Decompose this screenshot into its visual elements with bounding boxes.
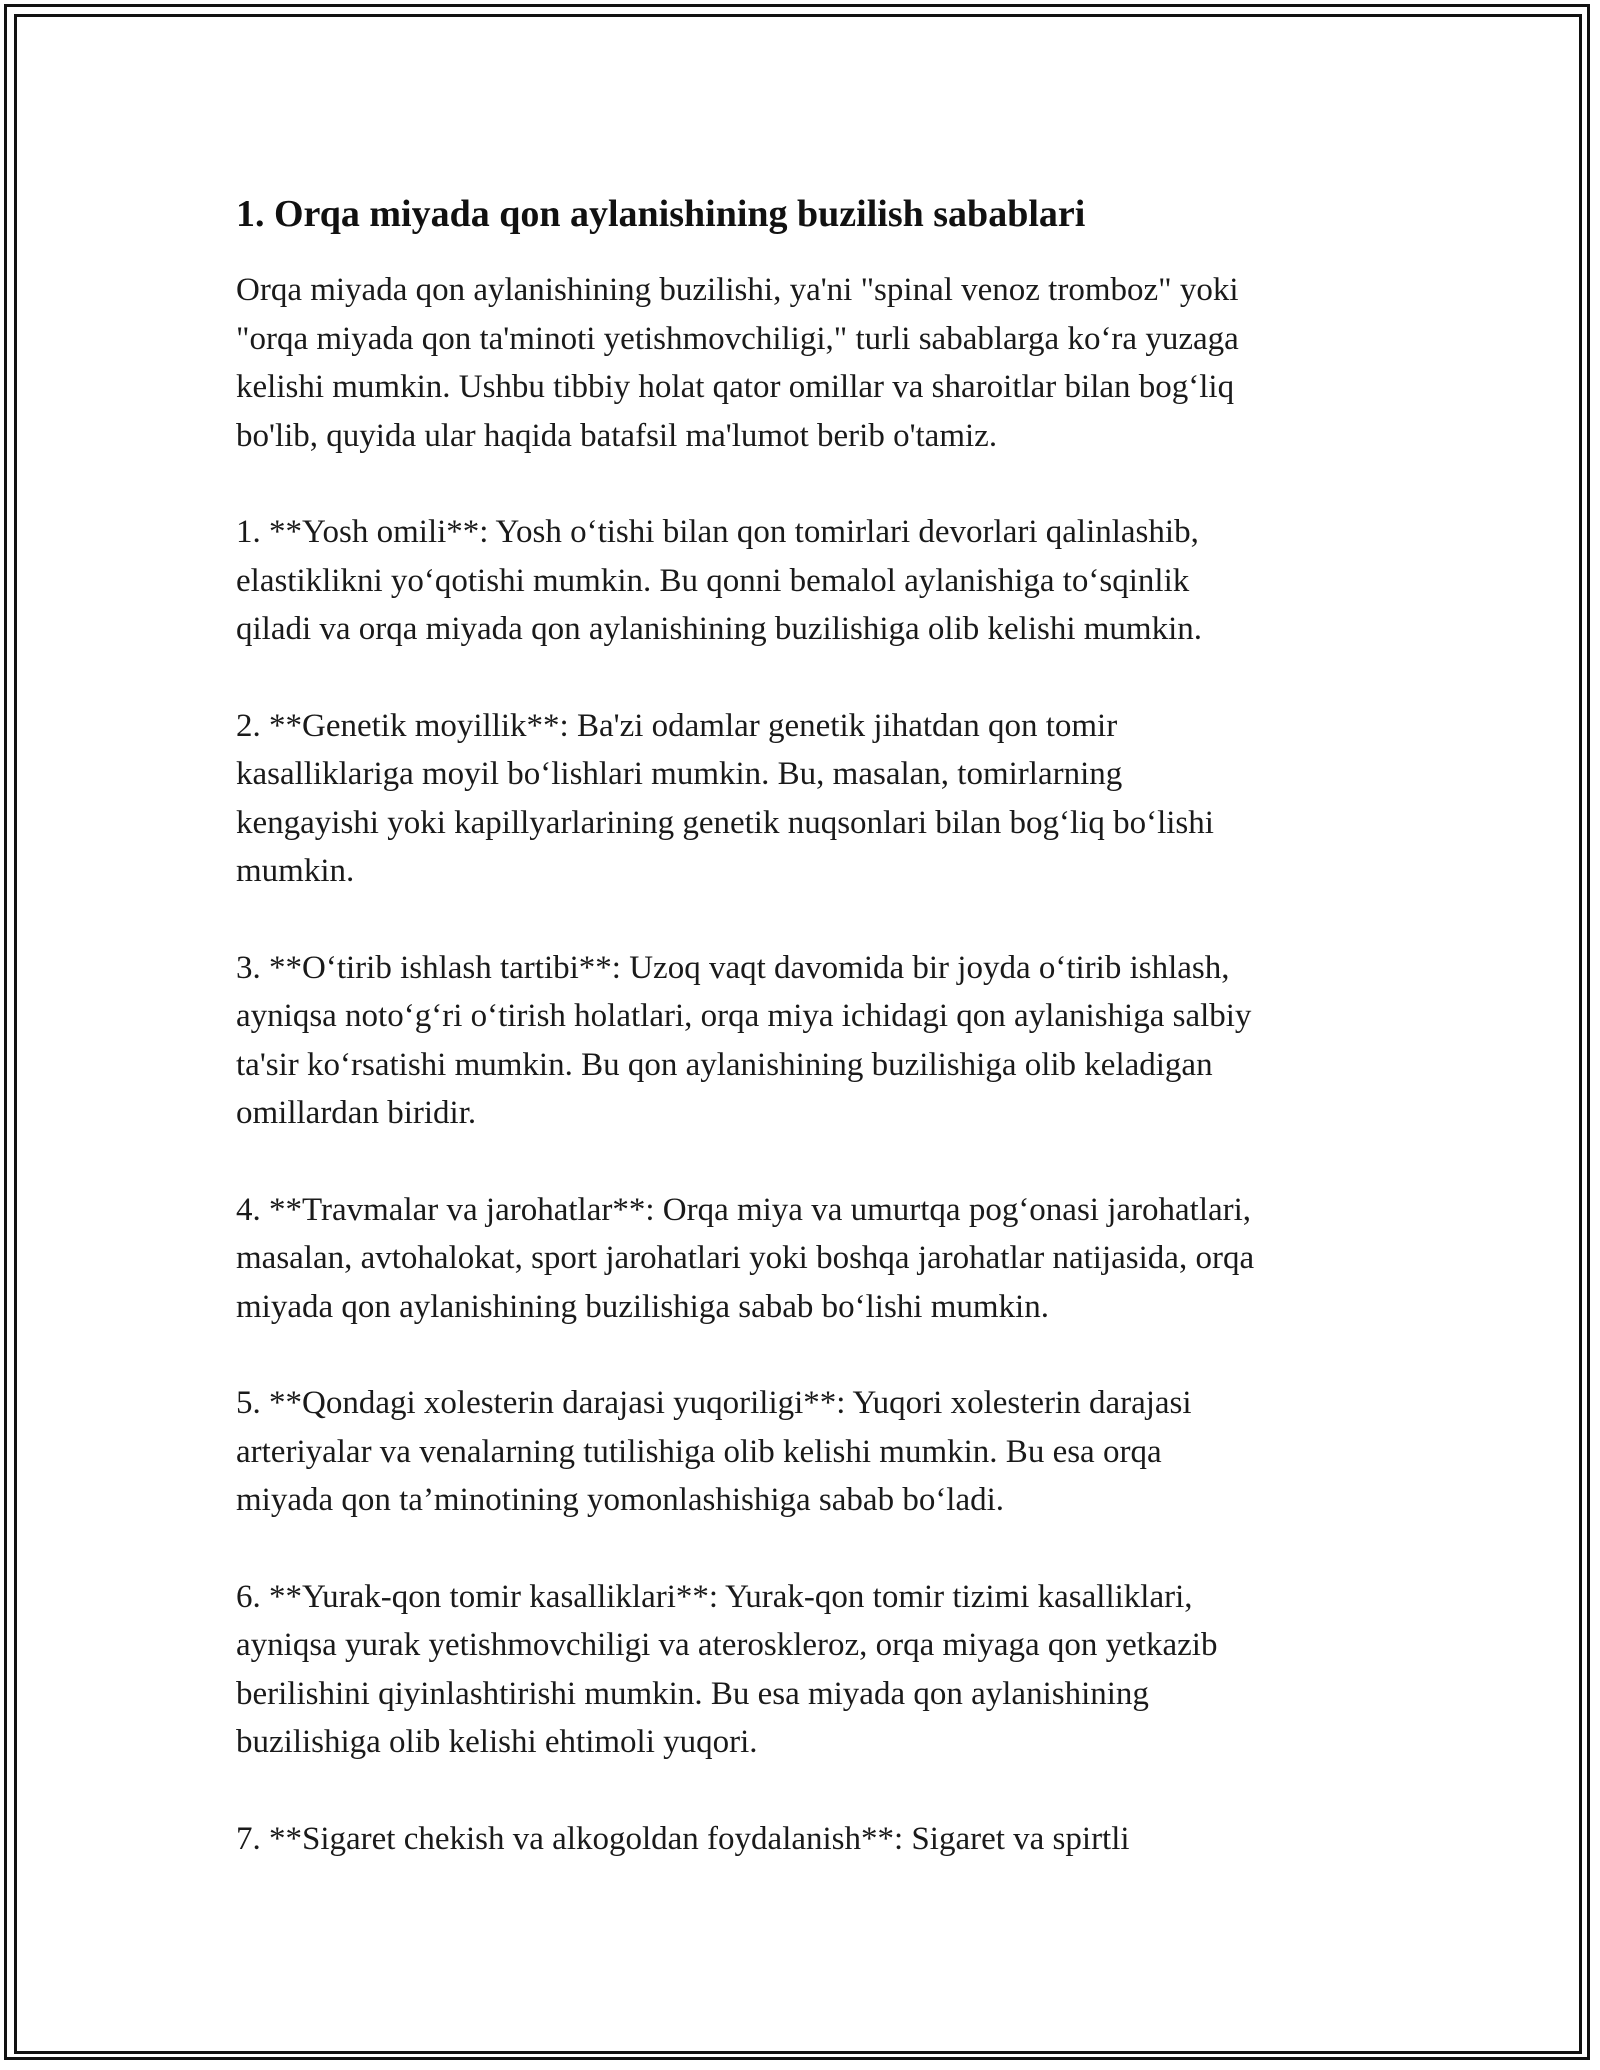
list-item-1	[236, 508, 1376, 654]
text-line: ayniqsa noto‘g‘ri o‘tirish holatlari, orqa miya ichidagi qon aylanishiga salbiy	[236, 998, 1252, 1034]
text-line: mumkin.	[236, 853, 355, 889]
text-line: 2. **Genetik moyillik**: Ba'zi odamlar genetik jihatdan qon tomir	[236, 707, 1118, 744]
text-line: kelishi mumkin. Ushbu tibbiy holat qator omillar va sharoitlar bilan bog‘liq	[236, 369, 1235, 405]
list-item-2	[236, 702, 1376, 896]
document-body	[236, 188, 1376, 1911]
text-line: bo'lib, quyida ular haqida batafsil ma'lumot berib o'tamiz.	[236, 417, 998, 454]
list-item-6	[236, 1573, 1376, 1767]
text-line: buzilishiga olib kelishi ehtimoli yuqori.	[236, 1724, 758, 1760]
intro-paragraph	[236, 266, 1376, 460]
text-line: qiladi va orqa miyada qon aylanishining buzilishiga olib kelishi mumkin.	[236, 611, 1203, 647]
text-line: 6. **Yurak-qon tomir kasalliklari**: Yurak-qon tomir tizimi kasalliklari,	[236, 1578, 1193, 1615]
text-line: masalan, avtohalokat, sport jarohatlari yoki boshqa jarohatlar natijasida, orqa	[236, 1240, 1255, 1276]
text-line: "orqa miyada qon ta'minoti yetishmovchiligi," turli sabablarga ko‘ra yuzaga	[236, 320, 1239, 357]
text-line: miyada qon ta’minotining yomonlashishiga sabab bo‘ladi.	[236, 1482, 1005, 1518]
list-item-7	[236, 1815, 1376, 1864]
text-line: kasalliklariga moyil bo‘lishlari mumkin. Bu, masalan, tomirlarning	[236, 756, 1123, 792]
list-item-4	[236, 1186, 1376, 1332]
text-line: 5. **Qondagi xolesterin darajasi yuqoriligi**: Yuqori xolesterin darajasi	[236, 1385, 1192, 1421]
page-title: 1. Orqa miyada qon aylanishining buzilish sabablari	[236, 193, 1086, 235]
text-line: 3. **O‘tirib ishlash tartibi**: Uzoq vaqt davomida bir joyda o‘tirib ishlash,	[236, 949, 1230, 986]
list-item-3	[236, 944, 1376, 1138]
text-line: ayniqsa yurak yetishmovchiligi va ateroskleroz, orqa miyaga qon yetkazib	[236, 1627, 1218, 1663]
text-line: berilishini qiyinlashtirishi mumkin. Bu esa miyada qon aylanishining	[236, 1675, 1149, 1712]
text-line: kengayishi yoki kapillyarlarining genetik nuqsonlari bilan bog‘liq bo‘lishi	[236, 804, 1214, 841]
text-line: arteriyalar va venalarning tutilishiga olib kelishi mumkin. Bu esa orqa	[236, 1433, 1162, 1470]
text-line: elastiklikni yo‘qotishi mumkin. Bu qonni bemalol aylanishiga to‘sqinlik	[236, 562, 1190, 599]
list-item-5	[236, 1379, 1376, 1525]
text-line: ta'sir ko‘rsatishi mumkin. Bu qon aylanishining buzilishiga olib keladigan	[236, 1046, 1213, 1083]
text-line: 7. **Sigaret chekish va alkogoldan foydalanish**: Sigaret va spirtli	[236, 1820, 1130, 1857]
text-line: miyada qon aylanishining buzilishiga sabab bo‘lishi mumkin.	[236, 1288, 1049, 1325]
text-line: 1. **Yosh omili**: Yosh o‘tishi bilan qon tomirlari devorlari qalinlashib,	[236, 514, 1199, 550]
text-line: 4. **Travmalar va jarohatlar**: Orqa miya va umurtqa pog‘onasi jarohatlari,	[236, 1191, 1252, 1228]
text-line: Orqa miyada qon aylanishining buzilishi, ya'ni "spinal venoz tromboz" yoki	[236, 272, 1239, 308]
text-line: omillardan biridir.	[236, 1095, 477, 1131]
